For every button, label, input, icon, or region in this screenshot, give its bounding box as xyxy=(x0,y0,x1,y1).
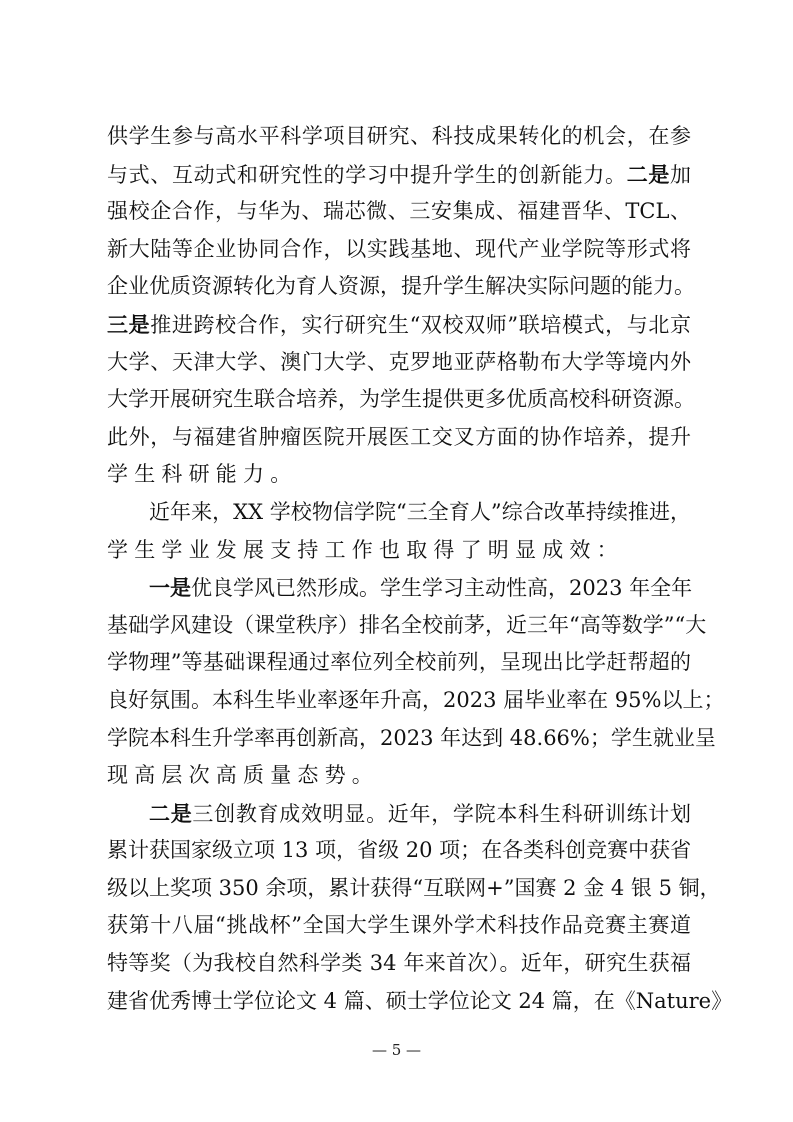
text-line xyxy=(107,156,691,194)
text-segment: 良好氛围。本科生毕业率逐年升高，2023 届毕业率在 95%以上； xyxy=(107,687,725,712)
text-line xyxy=(107,268,695,306)
text-segment: 与式、互动式和研究性的学习中提升学生的创新能力。 xyxy=(107,162,627,187)
text-line xyxy=(107,644,691,682)
text-segment: 此外，与福建省肿瘤医院开展医工交叉方面的协作培养，提升 xyxy=(107,424,691,449)
text-segment: 供学生参与高水平科学项目研究、科技成果转化的机会，在参 xyxy=(107,124,691,148)
text-segment: 建省优秀博士学位论文 4 篇、硕士学位论文 24 篇，在《Nature》 xyxy=(107,988,733,1013)
text-segment: 学生科研能力。 xyxy=(107,462,298,487)
text-segment: 基础学风建设（课堂秩序）排名全校前茅，近三年“高等数学”“大 xyxy=(107,612,707,637)
text-line xyxy=(107,118,691,156)
text-line xyxy=(107,494,691,532)
text-line xyxy=(107,456,691,494)
bold-lead-in: 二是 xyxy=(149,800,193,826)
text-segment: 优良学风已然形成。学生学习主动性高，2023 年全年 xyxy=(191,576,693,601)
text-segment: 获第十八届“挑战杯”全国大学生课外学术科技作品竞赛主赛道 xyxy=(107,913,691,938)
bold-lead-in: 三是 xyxy=(107,311,151,337)
text-line xyxy=(107,907,691,945)
text-segment: 大学开展研究生联合培养，为学生提供更多优质高校科研资源。 xyxy=(107,387,695,412)
text-line xyxy=(107,607,707,645)
text-segment: 近年来，XX 学校物信学院“三全育人”综合改革持续推进， xyxy=(149,499,691,524)
text-line xyxy=(107,757,691,795)
text-segment: 累计获国家级立项 13 项，省级 20 项；在各类科创竞赛中获省 xyxy=(107,838,692,863)
text-segment: 现高层次高质量态势。 xyxy=(107,763,379,788)
text-segment: 级以上奖项 350 余项，累计获得“互联网+”国赛 2 金 4 银 5 铜， xyxy=(107,875,721,900)
text-line xyxy=(107,193,691,231)
document-body xyxy=(107,118,733,1020)
text-line xyxy=(107,231,691,269)
text-line xyxy=(107,306,691,344)
text-line xyxy=(107,532,691,570)
text-segment: 加 xyxy=(670,162,692,187)
text-segment: 企业优质资源转化为育人资源，提升学生解决实际问题的能力。 xyxy=(107,274,695,299)
text-segment: 学生学业发展支持工作也取得了明显成效： xyxy=(107,537,624,562)
text-segment: 学物理”等基础课程通过率位列全校前列，呈现出比学赶帮超的 xyxy=(107,650,691,675)
text-line xyxy=(107,720,716,758)
text-line xyxy=(107,945,691,983)
text-segment: 新大陆等企业协同合作，以实践基地、现代产业学院等形式将 xyxy=(107,236,691,261)
text-line xyxy=(107,569,691,607)
text-segment: 大学、天津大学、澳门大学、克罗地亚萨格勒布大学等境内外 xyxy=(107,349,691,374)
text-segment: 三创教育成效明显。近年，学院本科生科研训练计划 xyxy=(192,801,692,826)
text-segment: 学院本科生升学率再创新高，2023 年达到 48.66%；学生就业呈 xyxy=(107,725,716,750)
text-segment: 特等奖（为我校自然科学类 34 年来首次）。近年，研究生获福 xyxy=(107,951,691,976)
bold-lead-in: 一是 xyxy=(149,575,191,601)
text-line xyxy=(107,381,695,419)
text-segment: 推进跨校合作，实行研究生“双校双师”联培模式，与北京 xyxy=(150,312,691,337)
page-number: — 5 — xyxy=(371,1041,422,1059)
text-line xyxy=(107,344,691,382)
text-line xyxy=(107,419,691,457)
text-line xyxy=(107,795,691,833)
text-segment: 强校企合作，与华为、瑞芯微、三安集成、福建晋华、TCL、 xyxy=(107,199,691,224)
text-line xyxy=(107,870,721,908)
text-line xyxy=(107,682,725,720)
bold-lead-in: 二是 xyxy=(626,161,671,187)
text-line xyxy=(107,832,691,870)
text-line xyxy=(107,983,733,1021)
